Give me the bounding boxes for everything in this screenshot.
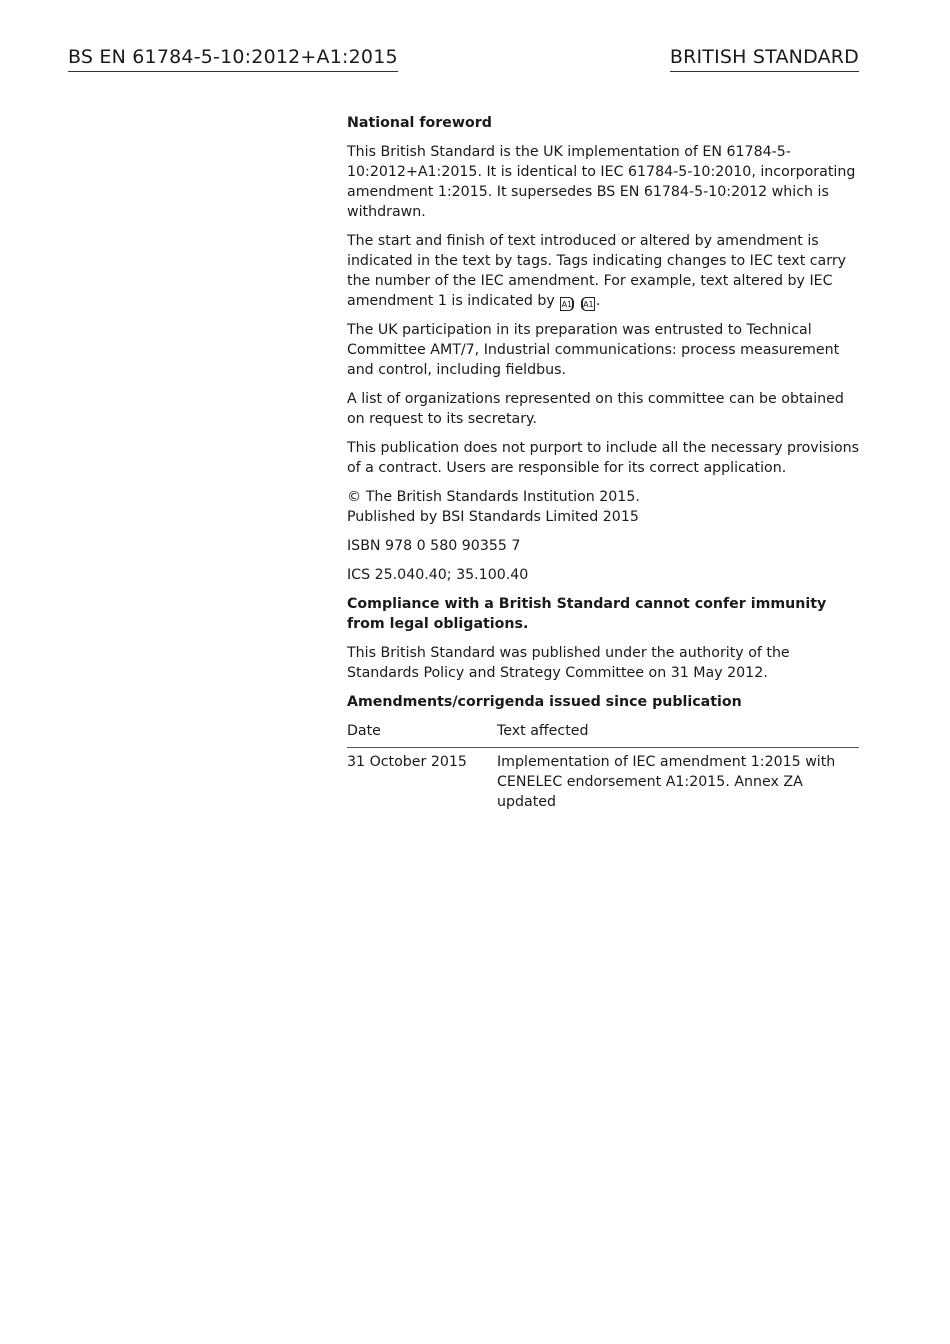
publisher-line: Published by BSI Standards Limited 2015 <box>347 509 639 525</box>
table-row <box>347 748 859 813</box>
foreword-title: National foreword <box>347 115 492 131</box>
amendment-text-cell: Implementation of IEC amendment 1:2015 with CENELEC endorsement A1:2015. Annex ZA updated <box>497 754 836 810</box>
isbn-line: ISBN 978 0 580 90355 7 <box>347 538 521 554</box>
copyright-line: © The British Standards Institution 2015. <box>347 489 640 505</box>
amendments-title: Amendments/corrigenda issued since publication <box>347 694 742 710</box>
amendments-table <box>347 721 859 812</box>
tags-text: The start and finish of text introduced or altered by amendment is indicated in the text by tags. Tags indicating changes to IEC text carry the number of the IEC amendment. For example, text altered by IEC amendment 1 is indicated by <box>347 233 847 309</box>
ics-line: ICS 25.040.40; 35.100.40 <box>347 567 529 583</box>
amendment-date-cell: 31 October 2015 <box>347 754 467 770</box>
british-standard-header: BRITISH STANDARD <box>670 46 859 72</box>
compliance-statement: Compliance with a British Standard cannot confer immunity from legal obligations. <box>347 596 827 632</box>
amendments-table-header-row <box>347 721 859 748</box>
amendment-end-tag-icon: A1 <box>581 297 595 311</box>
document-id-header: BS EN 61784-5-10:2012+A1:2015 <box>68 46 398 72</box>
foreword-paragraph-committee: The UK participation in its preparation was entrusted to Technical Committee AMT/7, Industrial communications: process measurement and control, including fieldbus. <box>347 322 840 378</box>
foreword-paragraph-organizations: A list of organizations represented on this committee can be obtained on request to its secretary. <box>347 391 844 427</box>
copyright-block <box>347 487 859 527</box>
national-foreword-section <box>347 113 859 812</box>
tags-text-end: . <box>595 293 601 309</box>
amendment-start-tag-icon: A1 <box>560 297 574 311</box>
column-header-date: Date <box>347 721 497 748</box>
foreword-paragraph-provisions: This publication does not purport to include all the necessary provisions of a contract. Users are responsible for its correct application. <box>347 440 860 476</box>
authority-paragraph: This British Standard was published under the authority of the Standards Policy and Strategy Committee on 31 May 2012. <box>347 645 790 681</box>
foreword-paragraph-tags <box>347 231 859 311</box>
column-header-text-affected: Text affected <box>497 721 859 748</box>
foreword-paragraph-implementation: This British Standard is the UK implementation of EN 61784-5-10:2012+A1:2015. It is identical to IEC 61784-5-10:2010, incorporating amendment 1:2015. It supersedes BS EN 61784-5-10:2012 which is withdrawn. <box>347 144 856 220</box>
